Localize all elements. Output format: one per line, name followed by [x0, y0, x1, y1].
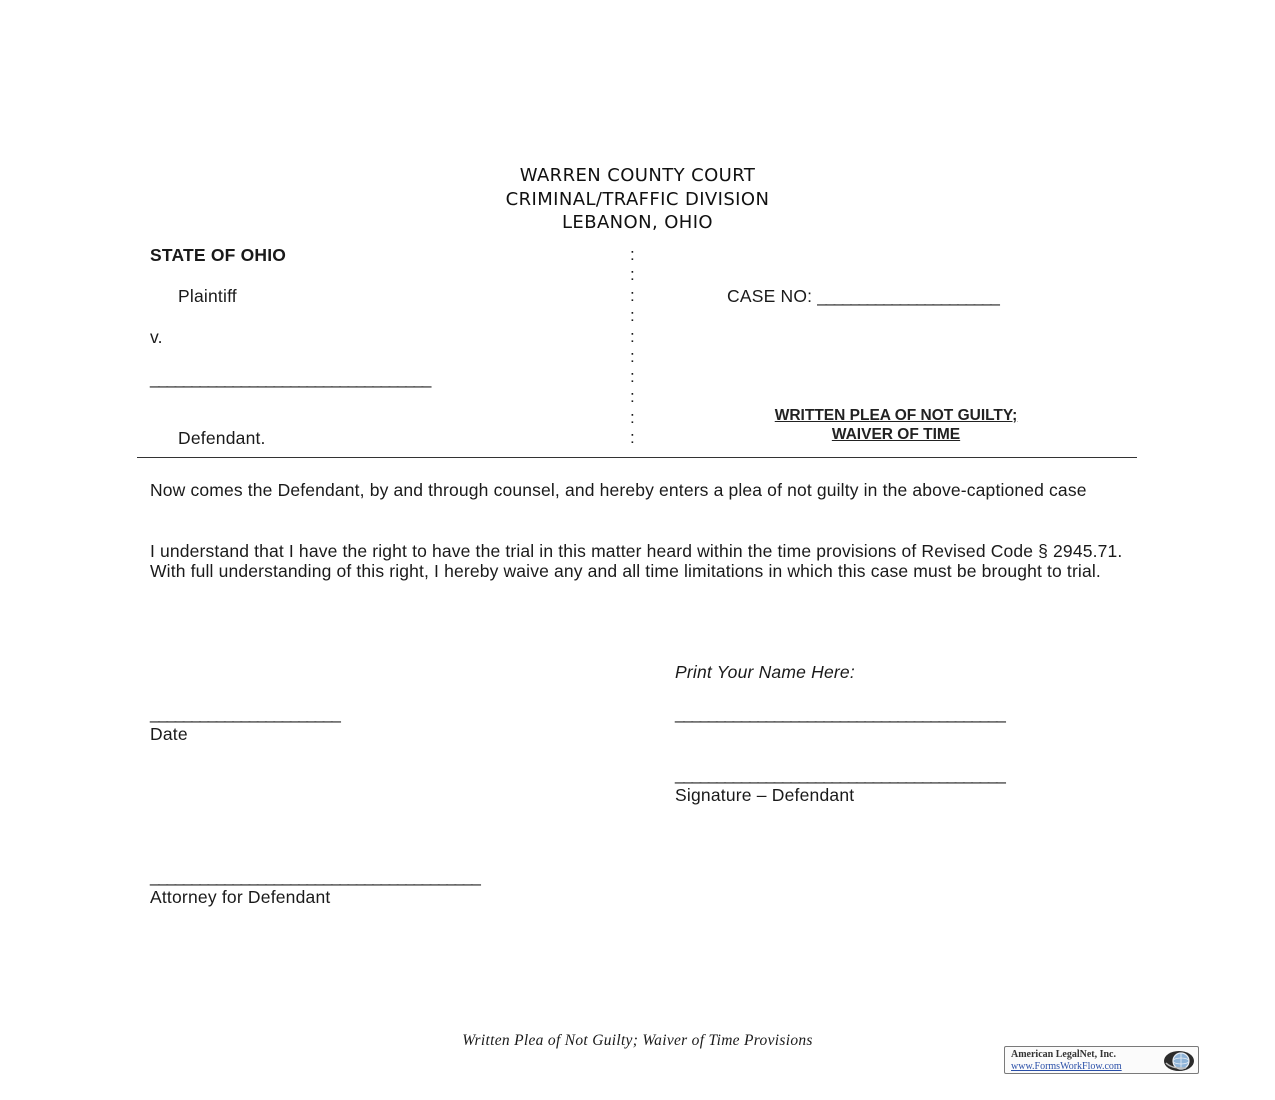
caption-divider-colon: : [630, 245, 635, 264]
form-footer-title: Written Plea of Not Guilty; Waiver of Time Provisions [462, 1032, 813, 1049]
case-number-field[interactable]: ______________________ [817, 286, 999, 306]
caption-divider-colon: : [630, 286, 635, 305]
defendant-name-field[interactable]: __________________________________ [150, 368, 430, 388]
court-division: CRIMINAL/TRAFFIC DIVISION [505, 189, 770, 210]
defendant-label: Defendant. [178, 428, 266, 448]
caption-divider-colon: : [630, 327, 635, 346]
defendant-signature-field[interactable]: ________________________________________ [675, 764, 1005, 784]
caption-divider-colon: : [630, 306, 635, 325]
globe-logo-icon [1162, 1049, 1196, 1073]
date-label: Date [150, 724, 188, 744]
caption-divider-colon: : [630, 428, 635, 447]
caption-divider-colon: : [630, 265, 635, 284]
case-number-label: CASE NO: [727, 286, 813, 306]
plaintiff-name: STATE OF OHIO [150, 245, 287, 265]
defendant-signature-label: Signature – Defendant [675, 785, 855, 805]
publisher-name: American LegalNet, Inc. [1011, 1049, 1116, 1060]
document-title-line1: WRITTEN PLEA OF NOT GUILTY; [774, 407, 1018, 424]
case-number [727, 286, 998, 307]
caption-divider-colon: : [630, 347, 635, 366]
publisher-link[interactable]: www.FormsWorkFlow.com [1011, 1061, 1122, 1072]
caption-divider-line [137, 457, 1137, 458]
date-field[interactable]: _______________________ [150, 703, 340, 723]
caption-divider-colon: : [630, 387, 635, 406]
attorney-signature-label: Attorney for Defendant [150, 887, 331, 907]
document-title-line2: WAIVER OF TIME [831, 426, 961, 443]
print-name-label: Print Your Name Here: [675, 662, 855, 682]
plaintiff-label: Plaintiff [178, 286, 237, 306]
caption-divider-colon: : [630, 367, 635, 386]
publisher-stamp [1004, 1046, 1199, 1074]
court-location: LEBANON, OHIO [562, 212, 713, 233]
plea-paragraph: Now comes the Defendant, by and through counsel, and hereby enters a plea of not guilty in the above-captioned case [150, 480, 1087, 500]
waiver-paragraph: I understand that I have the right to have the trial in this matter heard within the time provisions of Revised Code § 2945.71. With full understanding of this right, I hereby waive any and all time limitations in which this case must be brought to trial. [150, 541, 1123, 581]
court-name: WARREN COUNTY COURT [519, 165, 756, 186]
versus-label: v. [150, 327, 163, 347]
attorney-signature-field[interactable]: ________________________________________ [150, 866, 480, 886]
print-name-field[interactable]: ________________________________________ [675, 703, 1005, 723]
caption-divider-colon: : [630, 408, 635, 427]
